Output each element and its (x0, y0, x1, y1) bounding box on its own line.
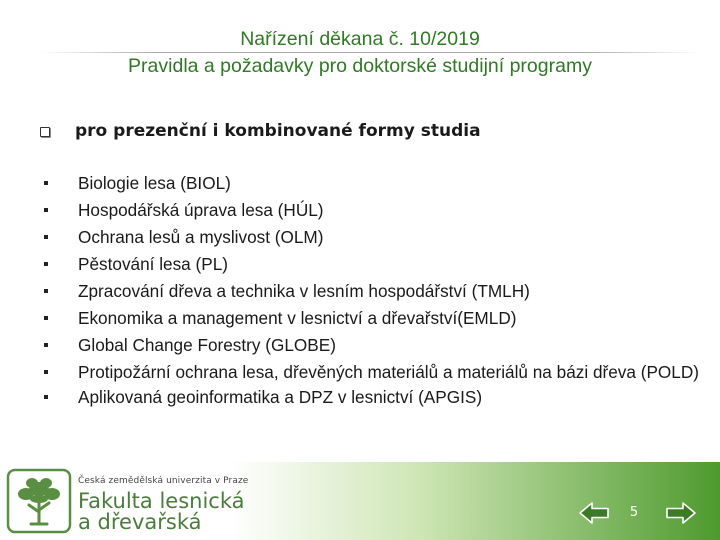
arrow-left-icon[interactable] (577, 500, 611, 526)
list-item-text: Ekonomika a management v lesnictví a dřevařství(EMLD) (78, 308, 517, 328)
list-item-text: Biologie lesa (BIOL) (78, 173, 231, 193)
list-item-text: Protipožární ochrana lesa, dřevěných materiálů a materiálů na bázi dřeva (POLD) (78, 362, 699, 382)
title-line-1: Nařízení děkana č. 10/2019 (240, 28, 480, 50)
list-item (40, 226, 710, 248)
list-item (40, 386, 710, 408)
square-dot-icon (44, 395, 48, 399)
square-dot-icon (44, 235, 48, 239)
subheading (40, 118, 481, 144)
title-line-2: Pravidla a požadavky pro doktorské studijní programy (128, 55, 592, 77)
slide-title (0, 26, 720, 80)
list-item (40, 361, 710, 383)
list-item-text: Global Change Forestry (GLOBE) (78, 335, 336, 355)
faculty-name-line-2: a dřevařská (78, 510, 202, 534)
list-item (40, 172, 710, 194)
list-item (40, 280, 710, 302)
list-item-text: Pěstování lesa (PL) (78, 254, 228, 274)
square-dot-icon (44, 208, 48, 212)
list-item-text: Aplikovaná geoinformatika a DPZ v lesnictví (APGIS) (78, 387, 483, 407)
list-item-text: Ochrana lesů a myslivost (OLM) (78, 227, 324, 247)
square-dot-icon (44, 316, 48, 320)
square-dot-icon (44, 289, 48, 293)
faculty-name-line-1: Fakulta lesnická (78, 489, 245, 513)
university-name: Česká zemědělská univerzita v Praze (78, 476, 249, 486)
list-item (40, 307, 710, 329)
list-item-text: Zpracování dřeva a technika v lesním hospodářství (TMLH) (78, 281, 530, 301)
checkbox-square-icon (40, 127, 50, 137)
list-item-text: Hospodářská úprava lesa (HÚL) (78, 200, 324, 220)
title-divider (40, 52, 700, 53)
program-list (40, 172, 710, 413)
square-dot-icon (44, 343, 48, 347)
square-dot-icon (44, 370, 48, 374)
subheading-text: pro prezenční i kombinované formy studia (75, 121, 481, 141)
square-dot-icon (44, 262, 48, 266)
list-item (40, 334, 710, 356)
list-item (40, 199, 710, 221)
square-dot-icon (44, 181, 48, 185)
oak-tree-logo-icon (6, 468, 72, 534)
arrow-right-icon[interactable] (664, 500, 698, 526)
list-item (40, 253, 710, 275)
page-number: 5 (629, 505, 639, 520)
